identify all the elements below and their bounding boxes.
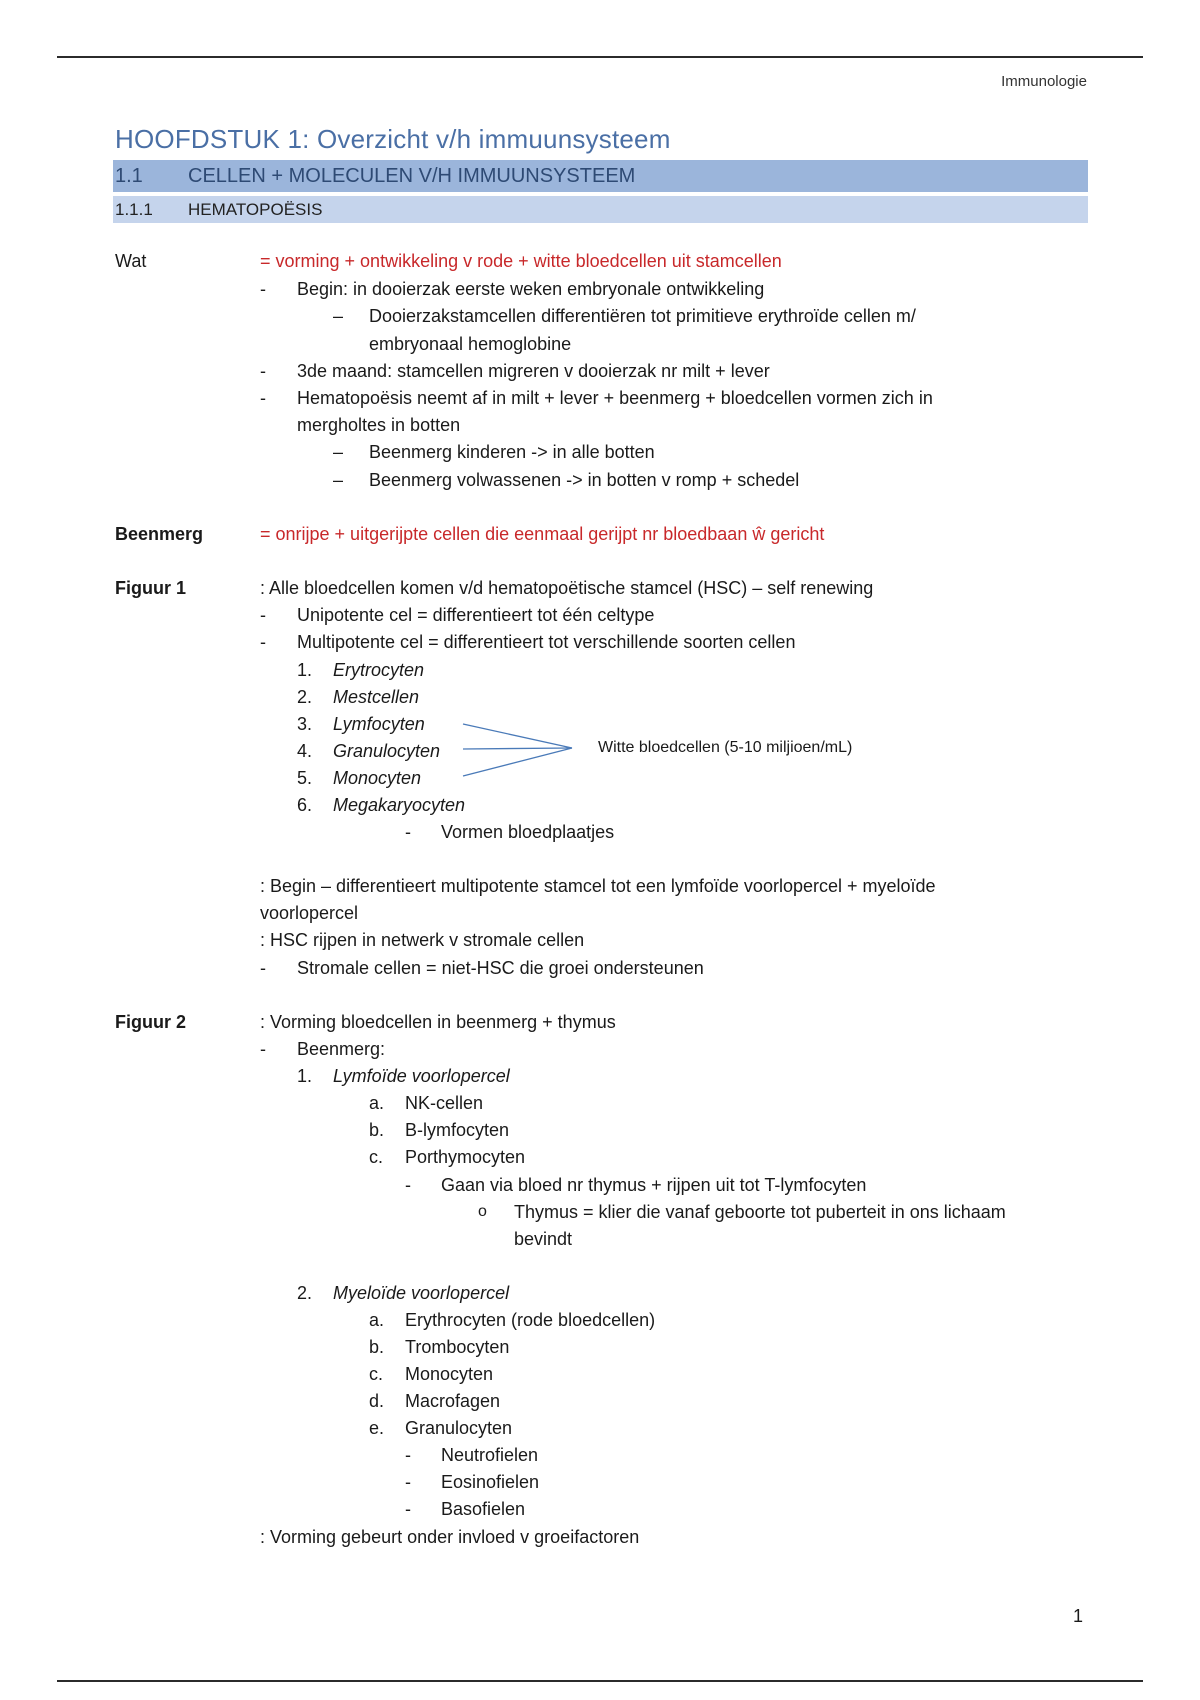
bullet-dash: -: [405, 1499, 411, 1519]
bullet-endash: –: [333, 442, 344, 462]
list-number: 6.: [297, 795, 313, 815]
subsection-heading: [113, 196, 1088, 223]
wbc-bracket-icon: [460, 718, 580, 782]
list-item: NK-cellen: [405, 1093, 484, 1113]
list-item: Dooierzakstamcellen differentiëren tot primitieve erythroïde cellen m/: [369, 306, 916, 326]
list-item: Neutrofielen: [441, 1445, 539, 1465]
hsc-line: : HSC rijpen in netwerk v stromale cellen: [260, 930, 585, 950]
bullet-endash: –: [333, 470, 344, 490]
cell-type: Monocyten: [333, 768, 422, 788]
top-rule: [57, 56, 1143, 58]
cell-type: Megakaryocyten: [333, 795, 466, 815]
list-item: Beenmerg volwassenen -> in botten v romp + schedel: [369, 470, 800, 490]
list-item: Gaan via bloed nr thymus + rijpen uit tot T-lymfocyten: [441, 1175, 867, 1195]
bullet-dash: -: [260, 1039, 266, 1059]
page-number: 1: [1073, 1606, 1084, 1626]
myeloid-title: Myeloïde voorlopercel: [333, 1283, 510, 1303]
list-number: 1.: [297, 660, 313, 680]
list-item: Basofielen: [441, 1499, 526, 1519]
list-item: Unipotente cel = differentieert tot één celtype: [297, 605, 655, 625]
section-number: 1.1: [115, 164, 143, 187]
list-item: B-lymfocyten: [405, 1120, 510, 1140]
figuur1-label: Figuur 1: [115, 578, 186, 598]
list-letter: b.: [369, 1337, 385, 1357]
figuur2-label: Figuur 2: [115, 1012, 186, 1032]
bullet-dash: -: [260, 388, 266, 408]
section-heading: [113, 160, 1088, 192]
list-letter: c.: [369, 1147, 384, 1167]
list-item: Stromale cellen = niet-HSC die groei ondersteunen: [297, 958, 704, 978]
list-item: Erythrocyten (rode bloedcellen): [405, 1310, 656, 1330]
list-number: 2.: [297, 1283, 313, 1303]
bullet-dash: -: [260, 361, 266, 381]
list-item: Monocyten: [405, 1364, 494, 1384]
bullet-dash: -: [260, 958, 266, 978]
wat-definition: = vorming + ontwikkeling v rode + witte bloedcellen uit stamcellen: [260, 251, 782, 271]
subsection-title: HEMATOPOËSIS: [188, 199, 323, 219]
bullet-dash: -: [260, 279, 266, 299]
figuur1-intro: : Alle bloedcellen komen v/d hematopoëtische stamcel (HSC) – self renewing: [260, 578, 874, 598]
chapter-title: HOOFDSTUK 1: Overzicht v/h immuunsysteem: [115, 124, 671, 154]
cell-type: Lymfocyten: [333, 714, 425, 734]
bullet-dash: -: [405, 1472, 411, 1492]
running-header: Immunologie: [1001, 73, 1087, 90]
list-item: Multipotente cel = differentieert tot verschillende soorten cellen: [297, 632, 796, 652]
list-item: embryonaal hemoglobine: [369, 334, 572, 354]
bullet-dash: -: [260, 632, 266, 652]
list-item: Beenmerg kinderen -> in alle botten: [369, 442, 655, 462]
list-item: 3de maand: stamcellen migreren v dooierzak nr milt + lever: [297, 361, 770, 381]
bottom-rule: [57, 1680, 1143, 1682]
list-letter: a.: [369, 1310, 385, 1330]
subsection-number: 1.1.1: [115, 199, 153, 219]
list-letter: a.: [369, 1093, 385, 1113]
list-number: 1.: [297, 1066, 313, 1086]
section-title: CELLEN + MOLECULEN V/H IMMUUNSYSTEEM: [188, 164, 636, 187]
begin-line: voorlopercel: [260, 903, 359, 923]
growth-line: : Vorming gebeurt onder invloed v groeifactoren: [260, 1527, 640, 1547]
list-item: Granulocyten: [405, 1418, 513, 1438]
list-number: 3.: [297, 714, 313, 734]
lymfoid-title: Lymfoïde voorlopercel: [333, 1066, 510, 1086]
list-item: Porthymocyten: [405, 1147, 526, 1167]
bullet-dash: -: [405, 1175, 411, 1195]
beenmerg-label: Beenmerg: [115, 524, 204, 544]
bullet-dash: -: [260, 605, 266, 625]
cell-type: Granulocyten: [333, 741, 441, 761]
list-letter: e.: [369, 1418, 385, 1438]
begin-line: : Begin – differentieert multipotente stamcel tot een lymfoïde voorlopercel + myeloïde: [260, 876, 936, 896]
bullet-circle: o: [478, 1203, 487, 1220]
cell-type: Erytrocyten: [333, 660, 425, 680]
list-item: bevindt: [514, 1229, 573, 1249]
list-number: 4.: [297, 741, 313, 761]
list-letter: b.: [369, 1120, 385, 1140]
cell-type: Mestcellen: [333, 687, 420, 707]
wbc-note: Witte bloedcellen (5-10 miljioen/mL): [598, 739, 853, 756]
wat-label: Wat: [115, 251, 147, 271]
list-number: 5.: [297, 768, 313, 788]
list-letter: d.: [369, 1391, 385, 1411]
list-item: Vormen bloedplaatjes: [441, 822, 615, 842]
list-item: Eosinofielen: [441, 1472, 540, 1492]
list-item: Beenmerg:: [297, 1039, 386, 1059]
bullet-dash: -: [405, 1445, 411, 1465]
bullet-endash: –: [333, 306, 344, 326]
list-item: Hematopoësis neemt af in milt + lever + beenmerg + bloedcellen vormen zich in: [297, 388, 933, 408]
beenmerg-definition: = onrijpe + uitgerijpte cellen die eenmaal gerijpt nr bloedbaan ŵ gericht: [260, 524, 825, 544]
list-item: Trombocyten: [405, 1337, 510, 1357]
figuur2-intro: : Vorming bloedcellen in beenmerg + thymus: [260, 1012, 616, 1032]
list-item: mergholtes in botten: [297, 415, 461, 435]
list-number: 2.: [297, 687, 313, 707]
list-letter: c.: [369, 1364, 384, 1384]
list-item: Begin: in dooierzak eerste weken embryonale ontwikkeling: [297, 279, 765, 299]
bullet-dash: -: [405, 822, 411, 842]
list-item: Macrofagen: [405, 1391, 501, 1411]
list-item: Thymus = klier die vanaf geboorte tot puberteit in ons lichaam: [514, 1202, 1006, 1222]
